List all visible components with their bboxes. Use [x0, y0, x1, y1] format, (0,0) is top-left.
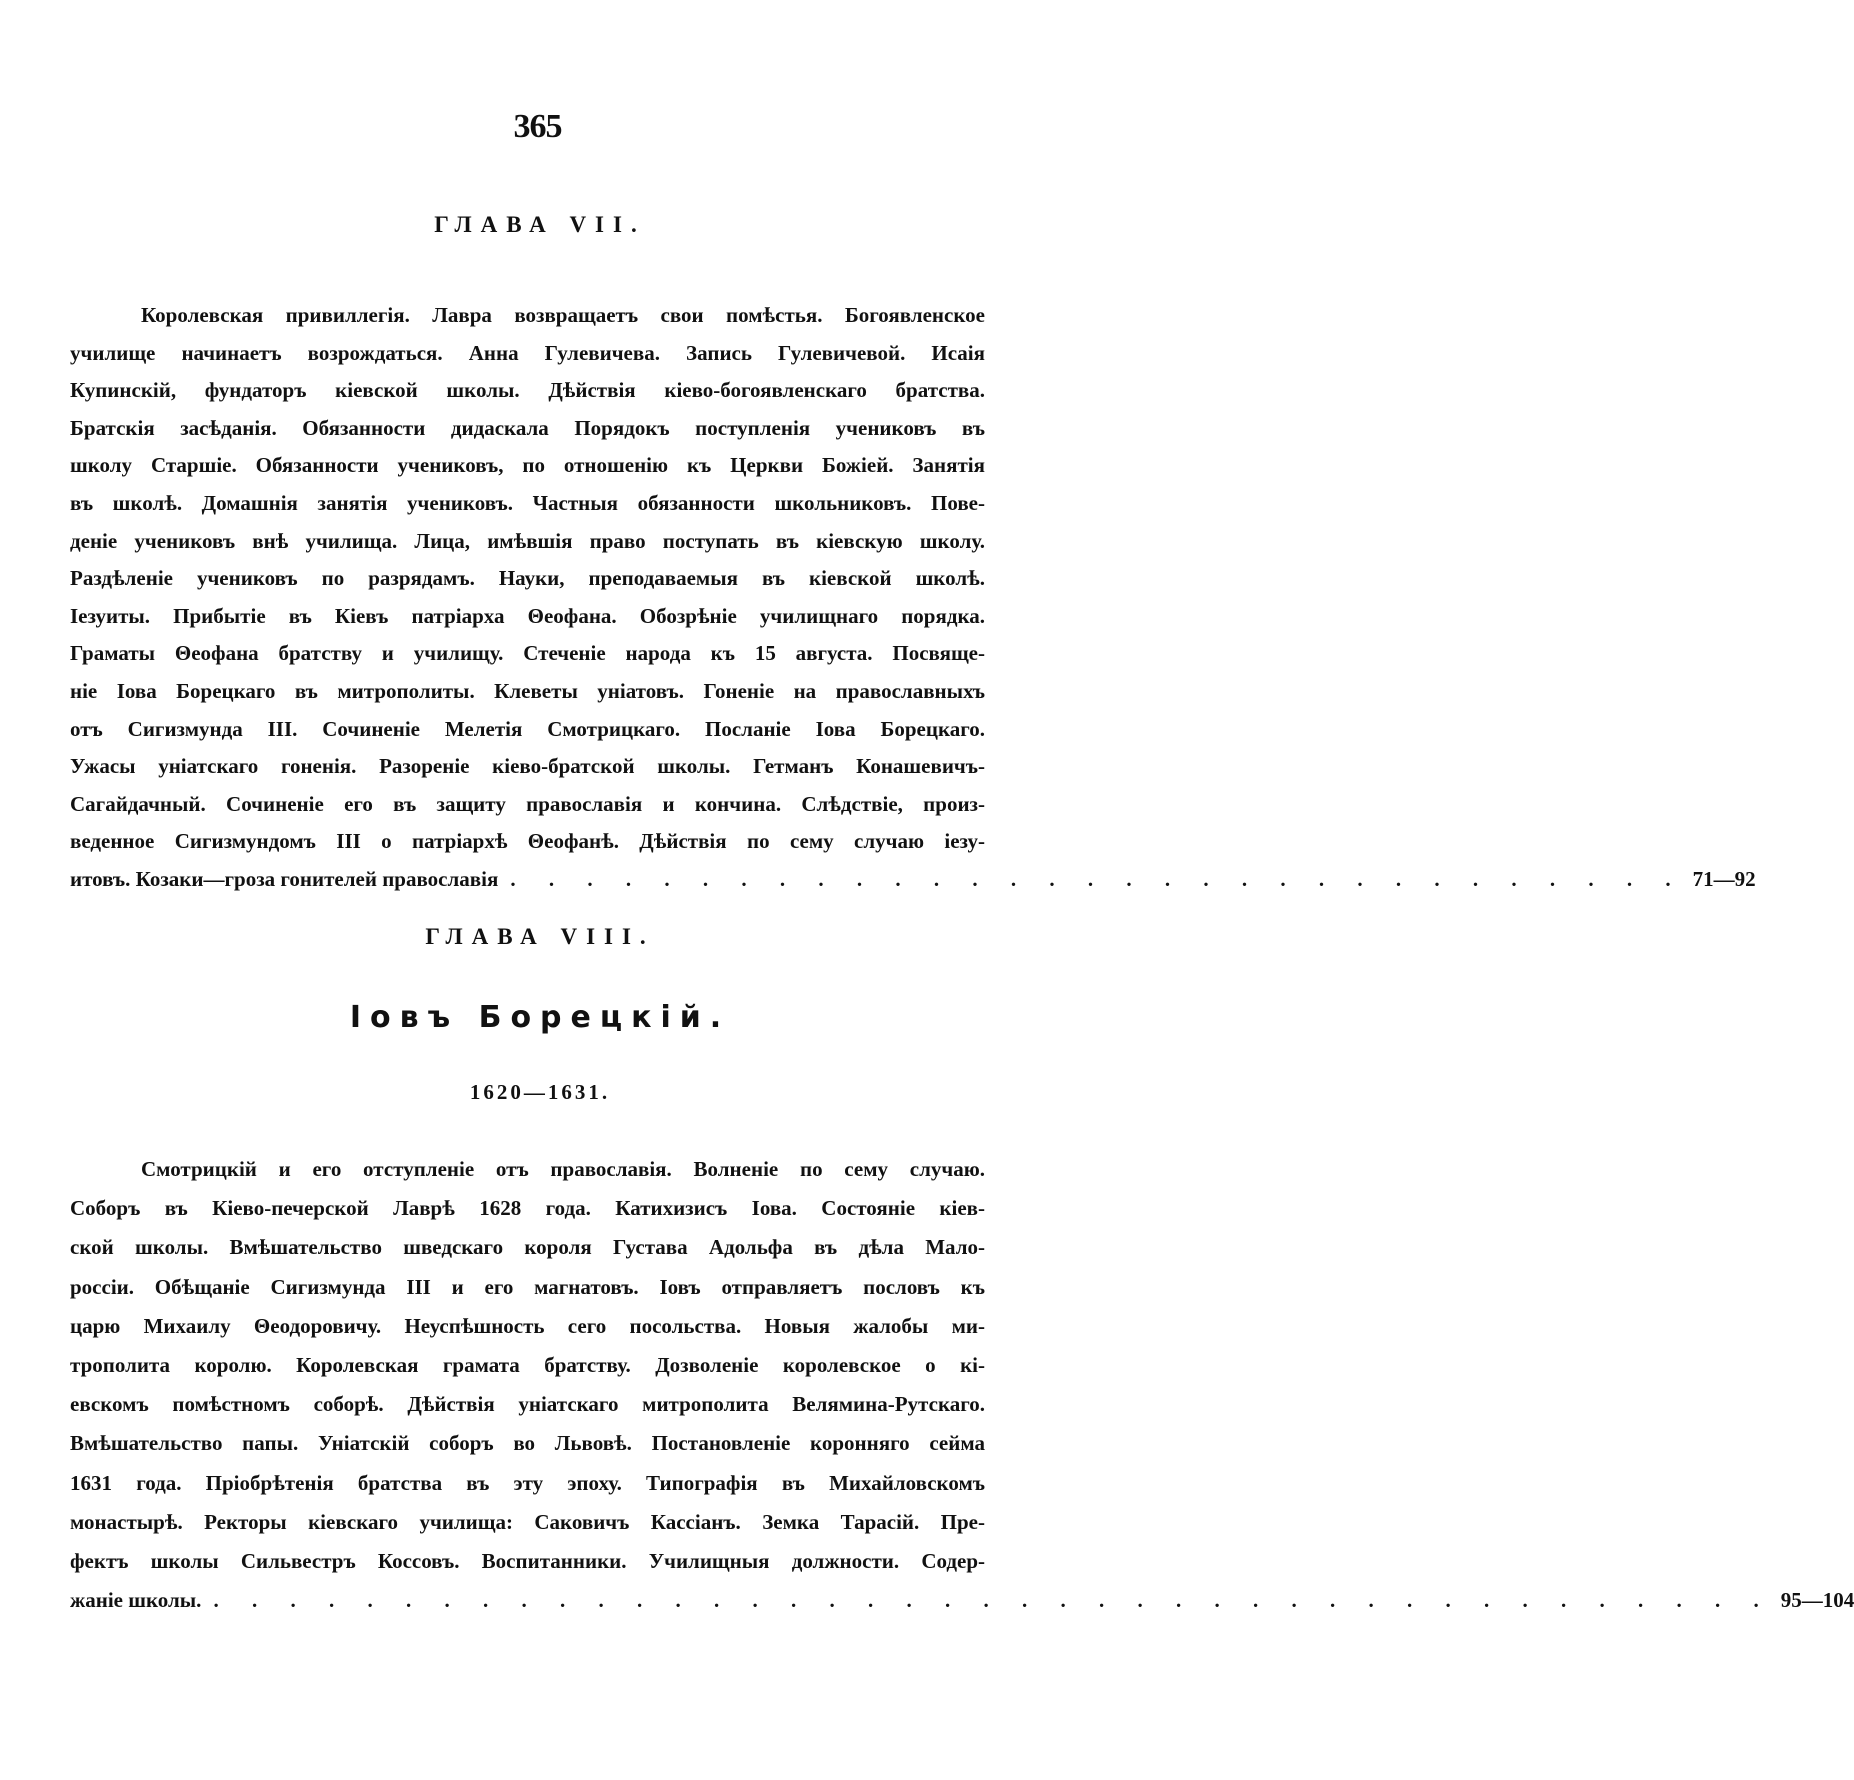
chapter-8-toc-entry: [70, 1587, 1854, 1613]
dot-leader: . . . . . . . . . . . . . . . . . . . . . . . . . . . . . . .: [510, 867, 1685, 891]
summary-line: Купинскій, фундаторъ кіевской школы. Дѣйствія кіево-богоявленскаго братства.: [70, 378, 985, 403]
summary-line: царю Михаилу Θеодоровичу. Неуспѣшность сего посольства. Новыя жалобы ми-: [70, 1313, 985, 1338]
summary-line: Братскія засѣданія. Обязанности дидаскала Порядокъ поступленія учениковъ въ: [70, 415, 985, 440]
chapter-7-toc-entry: [70, 866, 1756, 892]
chapter-8-dates: 1620—1631.: [469, 1080, 611, 1104]
summary-line: Іезуиты. Прибытіе въ Кіевъ патріарха Θеофана. Обозрѣніе училищнаго порядка.: [70, 603, 985, 628]
summary-line: Королевская привиллегія. Лавра возвращаетъ свои помѣстья. Богоявленское: [141, 303, 985, 327]
summary-line: евскомъ помѣстномъ соборѣ. Дѣйствія уніатскаго митрополита Велямина-Рутскаго.: [70, 1392, 985, 1417]
summary-line: отъ Сигизмунда III. Сочиненіе Мелетія Смотрицкаго. Посланіе Іова Борецкаго.: [70, 716, 985, 741]
summary-line: въ школѣ. Домашнія занятія учениковъ. Частныя обязанности школьниковъ. Пове-: [70, 491, 985, 515]
summary-line: Граматы Θеофана братству и училищу. Стеченіе народа къ 15 августа. Посвяще-: [70, 641, 985, 666]
summary-line: ніе Іова Борецкаго въ митрополиты. Клеветы уніатовъ. Гоненіе на православныхъ: [70, 679, 985, 703]
summary-line: фектъ школы Сильвестръ Коссовъ. Воспитанники. Училищныя должности. Содер-: [70, 1549, 985, 1573]
chapter-8-pages: 95—104: [1780, 1588, 1854, 1613]
chapter-7-last-line: итовъ. Козаки—гроза гонителей православія: [70, 867, 499, 891]
summary-line: 1631 года. Пріобрѣтенія братства въ эту эпоху. Типографія въ Михайловскомъ: [70, 1470, 985, 1495]
summary-line: школу Старшіе. Обязанности учениковъ, по отношенію къ Церкви Божіей. Занятія: [70, 453, 985, 478]
summary-line: Ужасы уніатскаго гоненія. Разореніе кіево-братской школы. Гетманъ Конашевичъ-: [70, 754, 985, 779]
summary-line: веденное Сигизмундомъ III о патріархѣ Θеофанѣ. Дѣйствія по сему случаю іезу-: [70, 829, 985, 854]
chapter-8-last-line: жаніе школы.: [70, 1588, 202, 1613]
page-number: 365: [513, 108, 562, 145]
summary-line: Раздѣленіе учениковъ по разрядамъ. Науки, преподаваемыя въ кіевской школѣ.: [70, 566, 985, 591]
summary-line: ской школы. Вмѣшательство шведскаго короля Густава Адольфа въ дѣла Мало-: [70, 1235, 985, 1260]
chapter-8-heading: ГЛАВА VIII.: [425, 924, 655, 949]
summary-line: монастырѣ. Ректоры кіевскаго училища: Саковичъ Кассіанъ. Земка Тарасій. Пре-: [70, 1509, 985, 1534]
summary-line: Соборъ въ Кіево-печерской Лаврѣ 1628 года. Катихизисъ Іова. Состояніе кіев-: [70, 1196, 985, 1221]
chapter-7-heading: ГЛАВА VII.: [434, 212, 646, 237]
summary-line: россіи. Обѣщаніе Сигизмунда III и его магнатовъ. Іовъ отправляетъ пословъ къ: [70, 1274, 985, 1299]
summary-line: деніе учениковъ внѣ училища. Лица, имѣвшія право поступать въ кіевскую школу.: [70, 528, 985, 553]
chapter-7-pages: 71—92: [1692, 867, 1756, 891]
dot-leader: . . . . . . . . . . . . . . . . . . . . . . . . . . . . . . . . . . . . . . . . .: [213, 1588, 1773, 1613]
chapter-8-title: Іовъ Борецкій.: [349, 1000, 731, 1035]
summary-line: Сагайдачный. Сочиненіе его въ защиту православія и кончина. Слѣдствіе, произ-: [70, 791, 985, 816]
summary-line: трополита королю. Королевская грамата братству. Дозволеніе королевское о кі-: [70, 1353, 985, 1377]
summary-line: Смотрицкій и его отступленіе отъ православія. Волненіе по сему случаю.: [141, 1157, 985, 1181]
summary-line: Вмѣшательство папы. Уніатскій соборъ во Львовѣ. Постановленіе коронняго сейма: [70, 1431, 985, 1456]
summary-line: училище начинаетъ возрождаться. Анна Гулевичева. Запись Гулевичевой. Исаія: [70, 340, 985, 365]
